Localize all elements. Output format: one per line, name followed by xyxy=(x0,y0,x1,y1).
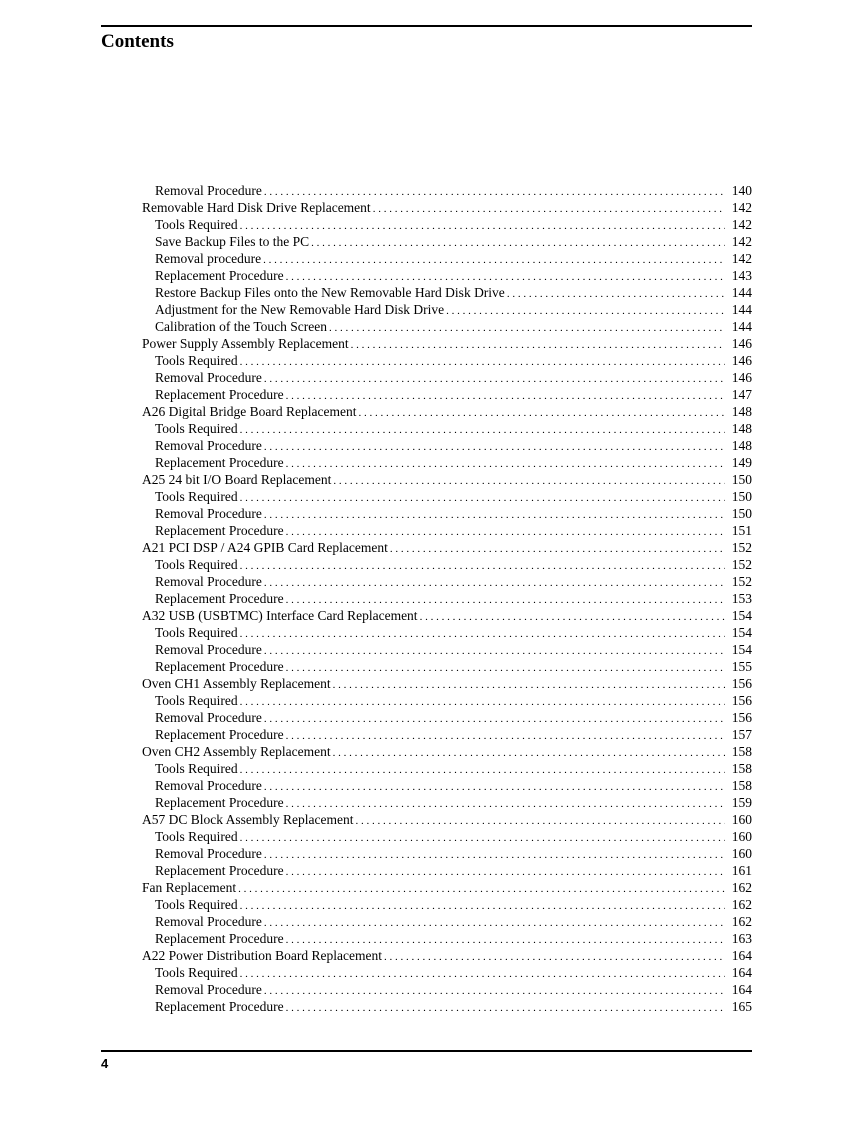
toc-subsection-entry[interactable] xyxy=(142,556,752,573)
toc-entry-page-number: 164 xyxy=(731,982,752,997)
toc-entry-page-number: 162 xyxy=(731,880,752,895)
toc-entry-label: Replacement Procedure xyxy=(155,455,284,470)
toc-entry-label: Tools Required xyxy=(155,557,238,572)
toc-entry-label: Removal Procedure xyxy=(155,914,262,929)
toc-entry-label: Tools Required xyxy=(155,489,238,504)
toc-section-entry[interactable] xyxy=(142,811,752,828)
toc-entry-label: A22 Power Distribution Board Replacement xyxy=(142,948,382,963)
toc-entry-label: Tools Required xyxy=(155,761,238,776)
toc-section-entry[interactable] xyxy=(142,947,752,964)
toc-entry-page-number: 162 xyxy=(731,914,752,929)
page-title: Contents xyxy=(101,31,174,52)
toc-subsection-entry[interactable] xyxy=(142,624,752,641)
toc-subsection-entry[interactable] xyxy=(142,250,752,267)
toc-entry-page-number: 162 xyxy=(731,897,752,912)
toc-subsection-entry[interactable] xyxy=(142,709,752,726)
toc-entry-page-number: 150 xyxy=(731,472,752,487)
toc-subsection-entry[interactable] xyxy=(142,896,752,913)
toc-entry-page-number: 154 xyxy=(731,625,752,640)
toc-entry-page-number: 142 xyxy=(731,217,752,232)
toc-section-entry[interactable] xyxy=(142,471,752,488)
toc-dot-leader xyxy=(264,575,725,592)
toc-dot-leader xyxy=(333,473,725,490)
toc-entry-page-number: 154 xyxy=(731,642,752,657)
toc-entry-page-number: 152 xyxy=(731,574,752,589)
toc-entry-label: Removal Procedure xyxy=(155,183,262,198)
toc-entry-page-number: 159 xyxy=(731,795,752,810)
toc-dot-leader xyxy=(240,218,725,235)
toc-subsection-entry[interactable] xyxy=(142,318,752,335)
toc-section-entry[interactable] xyxy=(142,539,752,556)
toc-dot-leader xyxy=(264,779,725,796)
toc-dot-leader xyxy=(333,677,725,694)
toc-subsection-entry[interactable] xyxy=(142,420,752,437)
toc-entry-label: A25 24 bit I/O Board Replacement xyxy=(142,472,332,487)
toc-section-entry[interactable] xyxy=(142,675,752,692)
toc-dot-leader xyxy=(355,813,725,830)
toc-entry-label: Replacement Procedure xyxy=(155,863,284,878)
toc-entry-label: Tools Required xyxy=(155,693,238,708)
toc-entry-page-number: 140 xyxy=(731,183,752,198)
toc-dot-leader xyxy=(240,558,725,575)
toc-entry-page-number: 150 xyxy=(731,506,752,521)
toc-dot-leader xyxy=(384,949,725,966)
toc-dot-leader xyxy=(264,507,725,524)
toc-dot-leader xyxy=(264,983,725,1000)
toc-entry-page-number: 157 xyxy=(731,727,752,742)
toc-entry-page-number: 158 xyxy=(731,761,752,776)
toc-entry-label: Tools Required xyxy=(155,897,238,912)
toc-entry-label: Replacement Procedure xyxy=(155,591,284,606)
toc-entry-page-number: 142 xyxy=(731,251,752,266)
toc-subsection-entry[interactable] xyxy=(142,828,752,845)
toc-subsection-entry[interactable] xyxy=(142,284,752,301)
toc-dot-leader xyxy=(507,286,725,303)
toc-entry-page-number: 161 xyxy=(731,863,752,878)
toc-subsection-entry[interactable] xyxy=(142,998,752,1015)
toc-subsection-entry[interactable] xyxy=(142,590,752,607)
toc-entry-label: Replacement Procedure xyxy=(155,387,284,402)
toc-section-entry[interactable] xyxy=(142,879,752,896)
toc-entry-label: Replacement Procedure xyxy=(155,268,284,283)
toc-dot-leader xyxy=(240,762,725,779)
toc-entry-page-number: 152 xyxy=(731,557,752,572)
toc-entry-page-number: 154 xyxy=(731,608,752,623)
toc-subsection-entry[interactable] xyxy=(142,454,752,471)
toc-entry-page-number: 156 xyxy=(731,693,752,708)
toc-entry-label: Removal Procedure xyxy=(155,778,262,793)
toc-subsection-entry[interactable] xyxy=(142,964,752,981)
toc-entry-page-number: 163 xyxy=(731,931,752,946)
toc-subsection-entry[interactable] xyxy=(142,301,752,318)
toc-subsection-entry[interactable] xyxy=(142,505,752,522)
toc-entry-label: Removal procedure xyxy=(155,251,262,266)
toc-dot-leader xyxy=(240,898,725,915)
toc-entry-label: Replacement Procedure xyxy=(155,795,284,810)
table-of-contents xyxy=(142,182,752,1015)
toc-entry-label: Restore Backup Files onto the New Removable Hard Disk Drive xyxy=(155,285,505,300)
toc-entry-label: Replacement Procedure xyxy=(155,727,284,742)
toc-entry-page-number: 165 xyxy=(731,999,752,1014)
toc-entry-label: A57 DC Block Assembly Replacement xyxy=(142,812,354,827)
toc-dot-leader xyxy=(263,252,725,269)
toc-dot-leader xyxy=(446,303,725,320)
toc-entry-page-number: 158 xyxy=(731,778,752,793)
toc-dot-leader xyxy=(286,728,725,745)
toc-subsection-entry[interactable] xyxy=(142,233,752,250)
toc-subsection-entry[interactable] xyxy=(142,692,752,709)
toc-section-entry[interactable] xyxy=(142,335,752,352)
toc-entry-label: A32 USB (USBTMC) Interface Card Replacement xyxy=(142,608,418,623)
toc-dot-leader xyxy=(333,745,725,762)
toc-entry-label: Tools Required xyxy=(155,829,238,844)
toc-entry-page-number: 158 xyxy=(731,744,752,759)
toc-entry-label: Calibration of the Touch Screen xyxy=(155,319,328,334)
toc-entry-label: Removal Procedure xyxy=(155,982,262,997)
toc-dot-leader xyxy=(240,966,725,983)
toc-entry-label: Removal Procedure xyxy=(155,642,262,657)
toc-entry-page-number: 156 xyxy=(731,710,752,725)
toc-entry-label: Removal Procedure xyxy=(155,370,262,385)
toc-dot-leader xyxy=(286,456,725,473)
toc-entry-label: A21 PCI DSP / A24 GPIB Card Replacement xyxy=(142,540,388,555)
toc-entry-page-number: 149 xyxy=(731,455,752,470)
toc-entry-page-number: 152 xyxy=(731,540,752,555)
toc-entry-page-number: 144 xyxy=(731,302,752,317)
toc-entry-page-number: 148 xyxy=(731,438,752,453)
toc-entry-page-number: 164 xyxy=(731,965,752,980)
toc-section-entry[interactable] xyxy=(142,199,752,216)
toc-entry-label: Tools Required xyxy=(155,421,238,436)
toc-subsection-entry[interactable] xyxy=(142,794,752,811)
toc-entry-label: Tools Required xyxy=(155,625,238,640)
toc-subsection-entry[interactable] xyxy=(142,437,752,454)
toc-entry-page-number: 160 xyxy=(731,829,752,844)
toc-section-entry[interactable] xyxy=(142,743,752,760)
toc-entry-page-number: 143 xyxy=(731,268,752,283)
toc-dot-leader xyxy=(240,490,725,507)
toc-dot-leader xyxy=(264,643,725,660)
toc-dot-leader xyxy=(390,541,725,558)
toc-dot-leader xyxy=(373,201,725,218)
toc-entry-label: A26 Digital Bridge Board Replacement xyxy=(142,404,357,419)
toc-entry-label: Removal Procedure xyxy=(155,846,262,861)
toc-subsection-entry[interactable] xyxy=(142,352,752,369)
toc-entry-label: Removal Procedure xyxy=(155,438,262,453)
toc-subsection-entry[interactable] xyxy=(142,913,752,930)
toc-subsection-entry[interactable] xyxy=(142,760,752,777)
toc-entry-label: Tools Required xyxy=(155,353,238,368)
toc-dot-leader xyxy=(264,439,725,456)
toc-entry-page-number: 144 xyxy=(731,319,752,334)
toc-entry-label: Removal Procedure xyxy=(155,710,262,725)
toc-entry-page-number: 146 xyxy=(731,353,752,368)
toc-subsection-entry[interactable] xyxy=(142,658,752,675)
toc-entry-page-number: 155 xyxy=(731,659,752,674)
toc-subsection-entry[interactable] xyxy=(142,488,752,505)
toc-subsection-entry[interactable] xyxy=(142,930,752,947)
toc-subsection-entry[interactable] xyxy=(142,522,752,539)
toc-dot-leader xyxy=(286,1000,725,1017)
toc-subsection-entry[interactable] xyxy=(142,862,752,879)
toc-entry-page-number: 147 xyxy=(731,387,752,402)
toc-entry-page-number: 148 xyxy=(731,404,752,419)
toc-entry-page-number: 146 xyxy=(731,336,752,351)
toc-entry-label: Removal Procedure xyxy=(155,506,262,521)
toc-entry-label: Removable Hard Disk Drive Replacement xyxy=(142,200,371,215)
toc-entry-page-number: 142 xyxy=(731,200,752,215)
toc-entry-page-number: 160 xyxy=(731,812,752,827)
toc-dot-leader xyxy=(264,915,725,932)
toc-entry-page-number: 156 xyxy=(731,676,752,691)
toc-section-entry[interactable] xyxy=(142,403,752,420)
toc-entry-label: Save Backup Files to the PC xyxy=(155,234,310,249)
toc-subsection-entry[interactable] xyxy=(142,182,752,199)
page-number: 4 xyxy=(101,1056,109,1071)
toc-entry-page-number: 142 xyxy=(731,234,752,249)
toc-entry-label: Oven CH2 Assembly Replacement xyxy=(142,744,331,759)
toc-dot-leader xyxy=(264,371,725,388)
toc-dot-leader xyxy=(351,337,725,354)
toc-entry-label: Power Supply Assembly Replacement xyxy=(142,336,349,351)
toc-subsection-entry[interactable] xyxy=(142,369,752,386)
toc-subsection-entry[interactable] xyxy=(142,216,752,233)
toc-dot-leader xyxy=(311,235,725,252)
toc-entry-label: Replacement Procedure xyxy=(155,999,284,1014)
toc-dot-leader xyxy=(329,320,725,337)
toc-subsection-entry[interactable] xyxy=(142,573,752,590)
toc-dot-leader xyxy=(358,405,725,422)
toc-subsection-entry[interactable] xyxy=(142,267,752,284)
toc-entry-label: Adjustment for the New Removable Hard Disk Drive xyxy=(155,302,445,317)
toc-subsection-entry[interactable] xyxy=(142,777,752,794)
toc-entry-label: Oven CH1 Assembly Replacement xyxy=(142,676,331,691)
toc-dot-leader xyxy=(240,694,725,711)
toc-entry-page-number: 146 xyxy=(731,370,752,385)
toc-entry-label: Removal Procedure xyxy=(155,574,262,589)
toc-subsection-entry[interactable] xyxy=(142,386,752,403)
toc-dot-leader xyxy=(264,847,725,864)
toc-entry-label: Tools Required xyxy=(155,965,238,980)
toc-entry-page-number: 144 xyxy=(731,285,752,300)
toc-dot-leader xyxy=(286,864,725,881)
toc-dot-leader xyxy=(240,354,725,371)
toc-entry-page-number: 164 xyxy=(731,948,752,963)
toc-dot-leader xyxy=(286,660,725,677)
footer-rule xyxy=(101,1050,752,1052)
toc-dot-leader xyxy=(420,609,725,626)
toc-dot-leader xyxy=(238,881,725,898)
toc-entry-label: Fan Replacement xyxy=(142,880,237,895)
toc-entry-page-number: 160 xyxy=(731,846,752,861)
toc-subsection-entry[interactable] xyxy=(142,641,752,658)
toc-dot-leader xyxy=(264,711,725,728)
toc-entry-label: Tools Required xyxy=(155,217,238,232)
toc-entry-page-number: 153 xyxy=(731,591,752,606)
toc-entry-page-number: 151 xyxy=(731,523,752,538)
toc-subsection-entry[interactable] xyxy=(142,981,752,998)
toc-entry-page-number: 148 xyxy=(731,421,752,436)
toc-dot-leader xyxy=(240,422,725,439)
toc-entry-label: Replacement Procedure xyxy=(155,931,284,946)
toc-section-entry[interactable] xyxy=(142,607,752,624)
toc-dot-leader xyxy=(240,830,725,847)
toc-dot-leader xyxy=(240,626,725,643)
toc-entry-label: Replacement Procedure xyxy=(155,659,284,674)
toc-entry-label: Replacement Procedure xyxy=(155,523,284,538)
toc-entry-page-number: 150 xyxy=(731,489,752,504)
toc-subsection-entry[interactable] xyxy=(142,845,752,862)
toc-subsection-entry[interactable] xyxy=(142,726,752,743)
header-rule xyxy=(101,25,752,27)
